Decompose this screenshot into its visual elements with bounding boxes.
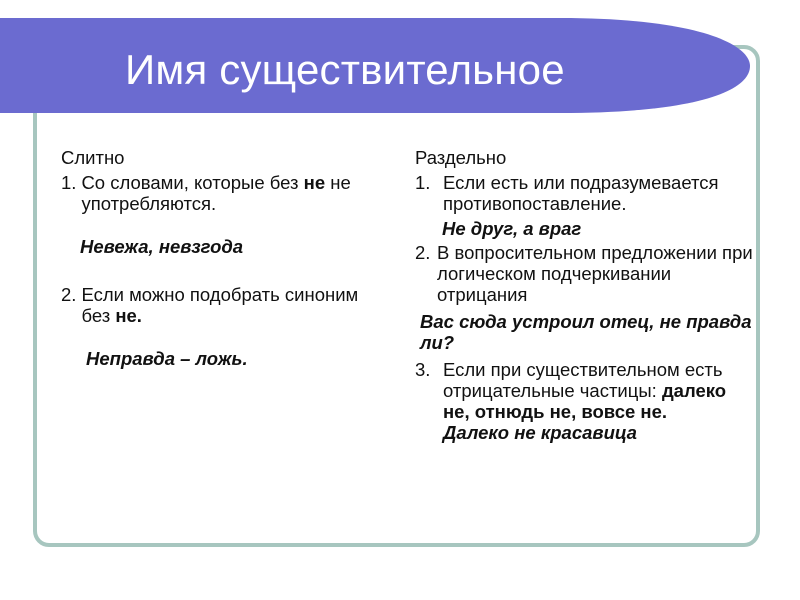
left-rule-1-text: Со словами, которые без [81, 172, 299, 193]
page-title: Имя существительное [125, 46, 565, 93]
right-rule-3-number: 3. [415, 359, 431, 380]
left-example-1: Невежа, невзгода [80, 236, 244, 257]
right-example-2: Вас сюда устроил отец, не правда ли? [420, 311, 752, 353]
right-example-1: Не друг, а враг [442, 218, 582, 239]
left-rule-2-number: 2. [61, 284, 77, 305]
left-rule-2-bold: не. [115, 305, 142, 326]
right-rule-1 [415, 172, 755, 214]
left-rule-2 [61, 284, 391, 326]
right-rule-3-bold: далеко не, отнюдь не, вовсе не. [443, 380, 727, 422]
right-rule-3-example: Далеко не красавица [443, 422, 637, 443]
right-rule-2-text: В вопросительном предложении при логическом подчеркивании отрицания [437, 242, 753, 305]
left-rule-1-tail: не употребляются. [81, 172, 351, 214]
right-rule-3 [415, 359, 755, 443]
left-rule-1-bold: не [303, 172, 326, 193]
left-heading: Слитно [61, 147, 125, 168]
left-rule-2-text: Если можно подобрать синоним без [81, 284, 359, 326]
right-heading: Раздельно [415, 147, 507, 168]
right-rule-1-text: Если есть или подразумевается противопоставление. [443, 172, 719, 214]
right-rule-2-number: 2. [415, 242, 431, 263]
left-rule-1 [61, 172, 391, 214]
right-rule-1-number: 1. [415, 172, 431, 193]
left-rule-1-number: 1. [61, 172, 77, 193]
right-column [415, 147, 755, 443]
right-rule-3-text: Если при существительном есть отрицательные частицы: [443, 359, 723, 401]
left-column [61, 147, 391, 369]
left-example-2: Неправда – ложь. [86, 348, 248, 369]
right-rule-2 [415, 242, 755, 305]
